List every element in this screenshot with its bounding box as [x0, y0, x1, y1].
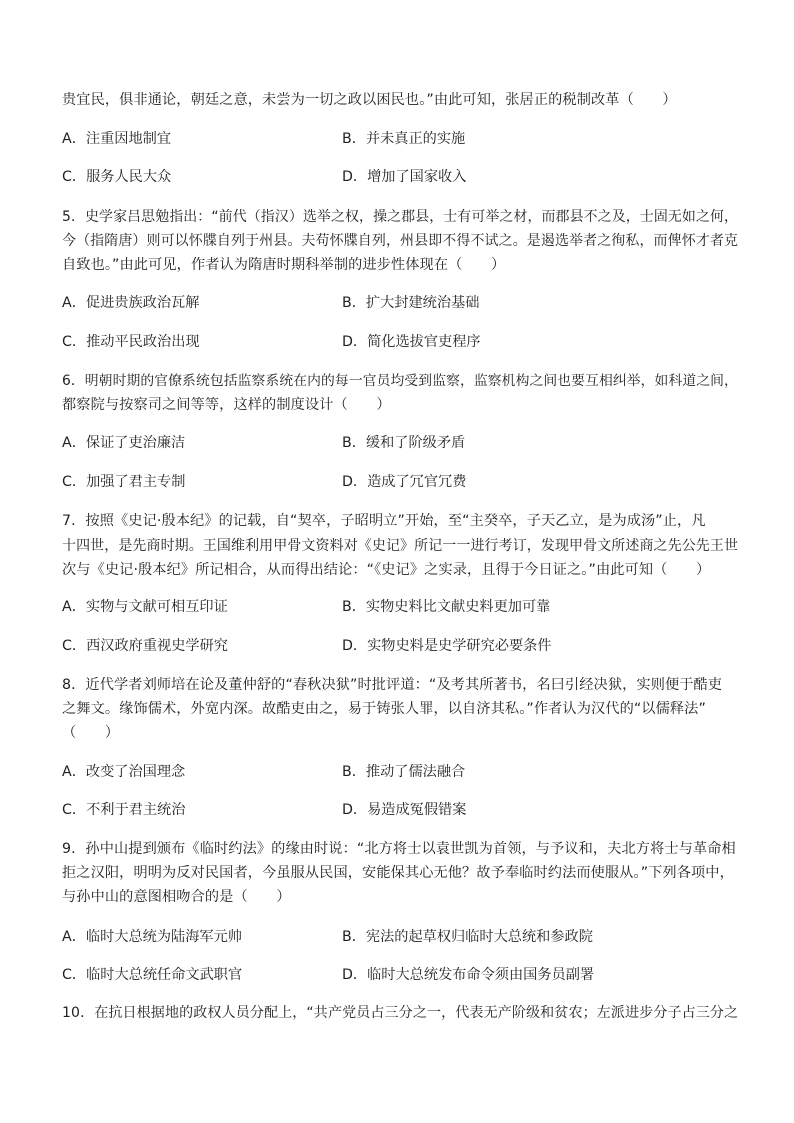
q4-stem-line: 贵宜民，俱非通论，朝廷之意，未尝为一切之政以困民也。”由此可知，张居正的税制改革（ ） [62, 92, 677, 108]
q9-stem-line: 9．孙中山提到颁布《临时约法》的缘由时说：“北方将士以袁世凯为首领，与予议和，夫北方将士与革命相 [62, 841, 736, 857]
q5-option-c[interactable]: C．推动平民政治出现 [62, 334, 200, 350]
q8-stem-line: 8．近代学者刘师培在论及董仲舒的“春秋决狱”时批评道：“及考其所著书，名曰引经决狱，实则便于酷吏 [62, 677, 723, 693]
q8-option-a[interactable]: A．改变了治国理念 [62, 764, 186, 780]
q6-stem-line: 都察院与按察司之间等等，这样的制度设计（ ） [62, 397, 391, 413]
q6-option-a[interactable]: A．保证了吏治廉洁 [62, 435, 186, 451]
q8-stem-line: （ ） [62, 725, 120, 741]
q9-stem-line: 拒之汉阳，明明为反对民国者，今虽服从民国，安能保其心无他？故予奉临时约法而使服从。”下列各项中， [62, 865, 734, 881]
q6-option-b[interactable]: B．缓和了阶级矛盾 [342, 435, 466, 451]
q8-option-b[interactable]: B．推动了儒法融合 [342, 764, 466, 780]
q5-option-d[interactable]: D．简化选拔官吏程序 [342, 334, 481, 350]
q9-stem-line: 与孙中山的意图相吻合的是（ ） [62, 889, 291, 905]
q5-option-b[interactable]: B．扩大封建统治基础 [342, 295, 480, 311]
q9-option-a[interactable]: A．临时大总统为陆海军元帅 [62, 929, 242, 945]
q8-option-c[interactable]: C．不利于君主统治 [62, 802, 186, 818]
q4-option-c[interactable]: C．服务人民大众 [62, 169, 172, 185]
q10-stem-line: 10．在抗日根据地的政权人员分配上，“共产党员占三分之一，代表无产阶级和贫农；左派进步分子占三分之 [62, 1005, 739, 1021]
q9-option-c[interactable]: C．临时大总统任命文武职官 [62, 967, 243, 983]
q7-stem-line: 次与《史记·殷本纪》所记相合，从而得出结论：“《史记》之实录，且得于今日证之。”由此可知（ ） [62, 562, 711, 578]
q6-option-d[interactable]: D．造成了冗官冗费 [342, 474, 467, 490]
q7-option-b[interactable]: B．实物史料比文献史料更加可靠 [342, 599, 551, 615]
q8-stem-line: 之舞文。缘饰儒术，外宽内深。故酷吏由之，易于铸张人罪，以自济其私。”作者认为汉代的“以儒释法” [62, 701, 706, 717]
q5-stem-line: 今（指隋唐）则可以怀牒自列于州县。夫苟怀牒自列，州县即不得不试之。是遏选举者之徇私，而俾怀才者克 [62, 233, 739, 249]
q5-stem-line: 5．史学家吕思勉指出：“前代（指汉）选举之权，操之郡县，士有可举之材，而郡县不之及，士固无如之何， [62, 209, 739, 225]
q7-option-c[interactable]: C．西汉政府重视史学研究 [62, 638, 228, 654]
q6-option-c[interactable]: C．加强了君主专制 [62, 474, 186, 490]
q9-option-d[interactable]: D．临时大总统发布命令须由国务员副署 [342, 967, 595, 983]
q5-stem-line: 自致也。”由此可见，作者认为隋唐时期科举制的进步性体现在（ ） [62, 257, 506, 273]
q8-option-d[interactable]: D．易造成冤假错案 [342, 802, 467, 818]
q4-option-b[interactable]: B．并未真正的实施 [342, 131, 466, 147]
q4-option-a[interactable]: A．注重因地制宜 [62, 131, 172, 147]
q7-option-d[interactable]: D．实物史料是史学研究必要条件 [342, 638, 552, 654]
q6-stem-line: 6．明朝时期的官僚系统包括监察系统在内的每一官员均受到监察，监察机构之间也要互相纠举，如科道之间， [62, 373, 738, 389]
q9-option-b[interactable]: B．宪法的起草权归临时大总统和参政院 [342, 929, 593, 945]
q4-option-d[interactable]: D．增加了国家收入 [342, 169, 467, 185]
q7-stem-line: 十四世，是先商时期。王国维利用甲骨文资料对《史记》所记一一进行考订，发现甲骨文所述商之先公先王世 [62, 538, 739, 554]
q7-stem-line: 7．按照《史记·殷本纪》的记载，自“契卒，子昭明立”开始，至“主癸卒，子天乙立，是为成汤”止，凡 [62, 513, 706, 529]
q7-option-a[interactable]: A．实物与文献可相互印证 [62, 599, 228, 615]
q5-option-a[interactable]: A．促进贵族政治瓦解 [62, 295, 200, 311]
